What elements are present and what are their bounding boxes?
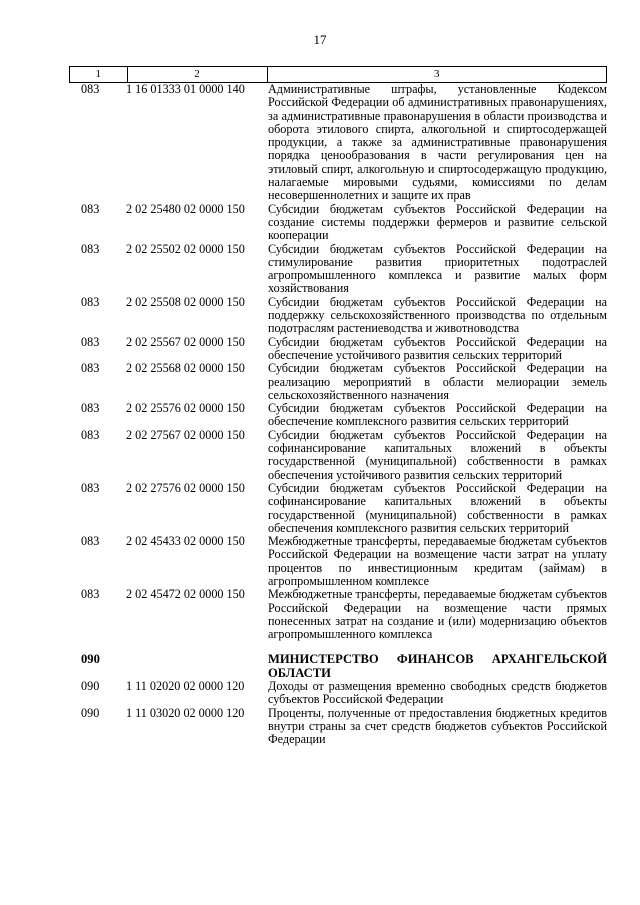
- admin-code: 083: [81, 480, 100, 495]
- budget-code: [126, 653, 266, 680]
- table-row: [69, 83, 607, 203]
- admin-code: 083: [81, 361, 100, 376]
- budget-code: 1 16 01333 01 0000 140: [126, 82, 245, 96]
- column-header-3: 3: [267, 67, 607, 82]
- budget-code: 2 02 25480 02 0000 150: [126, 201, 245, 216]
- admin-code: 083: [81, 241, 100, 256]
- column-header-1: 1: [69, 67, 127, 82]
- table-row: [69, 336, 607, 363]
- admin-code: 083: [81, 401, 100, 416]
- budget-code: 2 02 25576 02 0000 150: [126, 401, 245, 416]
- table-row: [69, 243, 607, 296]
- description: Субсидии бюджетам субъектов Российской Федерации на поддержку сельскохозяйственного производства по отдельным подотраслям растениеводства и животноводства: [268, 294, 607, 336]
- table-row: [69, 402, 607, 429]
- budget-code: 1 11 02020 02 0000 120: [126, 679, 245, 694]
- column-header-2: 2: [127, 67, 267, 82]
- section-row: [69, 653, 607, 680]
- table-header: [69, 66, 607, 83]
- budget-code: 2 02 25502 02 0000 150: [126, 241, 245, 256]
- description: Межбюджетные трансферты, передаваемые бюджетам субъектов Российской Федерации на возмещение части затрат на уплату процентов по инвестиционным кредитам (займам) в агропромышленном комплексе: [268, 534, 607, 588]
- admin-code: 090: [81, 679, 100, 694]
- admin-code: 090: [81, 652, 100, 667]
- table-body: [69, 83, 607, 747]
- table-row: [69, 588, 607, 641]
- description: Субсидии бюджетам субъектов Российской Федерации на софинансирование капитальных вложений в объекты государственной (муниципальной) собственности в рамках обеспечения устойчивого развития сельских территорий: [268, 427, 607, 482]
- admin-code: 083: [81, 294, 100, 309]
- description: Межбюджетные трансферты, передаваемые бюджетам субъектов Российской Федерации на возмещение части прямых понесенных затрат на создание и (или) модернизацию объектов агропромышленного комплекса: [268, 587, 607, 642]
- description: Проценты, полученные от предоставления бюджетных кредитов внутри страны за счет средств бюджетов субъектов Российской Федерации: [268, 705, 607, 747]
- budget-code: 2 02 45433 02 0000 150: [126, 534, 245, 549]
- admin-code: 083: [81, 427, 100, 442]
- table-row: [69, 680, 607, 707]
- admin-code: 083: [81, 201, 100, 216]
- admin-code: 083: [81, 587, 100, 602]
- budget-code: 2 02 25508 02 0000 150: [126, 294, 245, 309]
- table-row: [69, 535, 607, 588]
- table-row: [69, 362, 607, 402]
- description: МИНИСТЕРСТВО ФИНАНСОВ АРХАНГЕЛЬСКОЙ ОБЛАСТИ: [268, 652, 607, 680]
- description: Субсидии бюджетам субъектов Российской Федерации на реализацию мероприятий в области мелиорации земель сельскохозяйственного назначения: [268, 361, 607, 402]
- budget-code: 2 02 27567 02 0000 150: [126, 427, 245, 442]
- description: Субсидии бюджетам субъектов Российской Федерации на стимулирование развития приоритетных подотраслей агропромышленного комплекса и развитие малых форм хозяйствования: [268, 241, 607, 296]
- admin-code: 083: [81, 334, 100, 349]
- table-row: [69, 429, 607, 482]
- budget-code: 2 02 27576 02 0000 150: [126, 480, 245, 495]
- description: Административные штрафы, установленные Кодексом Российской Федерации об административных правонарушениях, за административные правонарушения в области производства и оборота этилового спирта, алкогольной и спиртосодержащей продукции, а также за административные правонарушения порядка ценообразования в части регулирования цен на этиловый спирт, алкогольную и спиртосодержащую продукцию, налагаемые мировыми судьями, комиссиями по делам несовершеннолетних и защите их прав: [268, 82, 607, 203]
- budget-code: 2 02 25567 02 0000 150: [126, 334, 245, 349]
- table-row: [69, 203, 607, 243]
- description: Субсидии бюджетам субъектов Российской Федерации на софинансирование капитальных вложений в объекты государственной (муниципальной) собственности в рамках обеспечения комплексного развития сельских территорий: [268, 480, 607, 535]
- table-row: [69, 482, 607, 535]
- page-number: 17: [313, 32, 327, 47]
- revenue-code-table: [69, 66, 607, 747]
- budget-code: 2 02 45472 02 0000 150: [126, 587, 245, 602]
- description: Доходы от размещения временно свободных средств бюджетов субъектов Российской Федерации: [268, 679, 607, 707]
- budget-code: 2 02 25568 02 0000 150: [126, 361, 245, 376]
- budget-code: 1 11 03020 02 0000 120: [126, 705, 245, 720]
- admin-code: 083: [81, 534, 100, 549]
- table-row: [69, 296, 607, 336]
- admin-code: 090: [81, 705, 100, 720]
- description: Субсидии бюджетам субъектов Российской Федерации на обеспечение устойчивого развития сельских территорий: [268, 334, 607, 362]
- table-row: [69, 707, 607, 747]
- description: Субсидии бюджетам субъектов Российской Федерации на обеспечение комплексного развития сельских территорий: [268, 401, 607, 429]
- description: Субсидии бюджетам субъектов Российской Федерации на создание системы поддержки фермеров и развитие сельской кооперации: [268, 201, 607, 243]
- admin-code: 083: [81, 82, 100, 96]
